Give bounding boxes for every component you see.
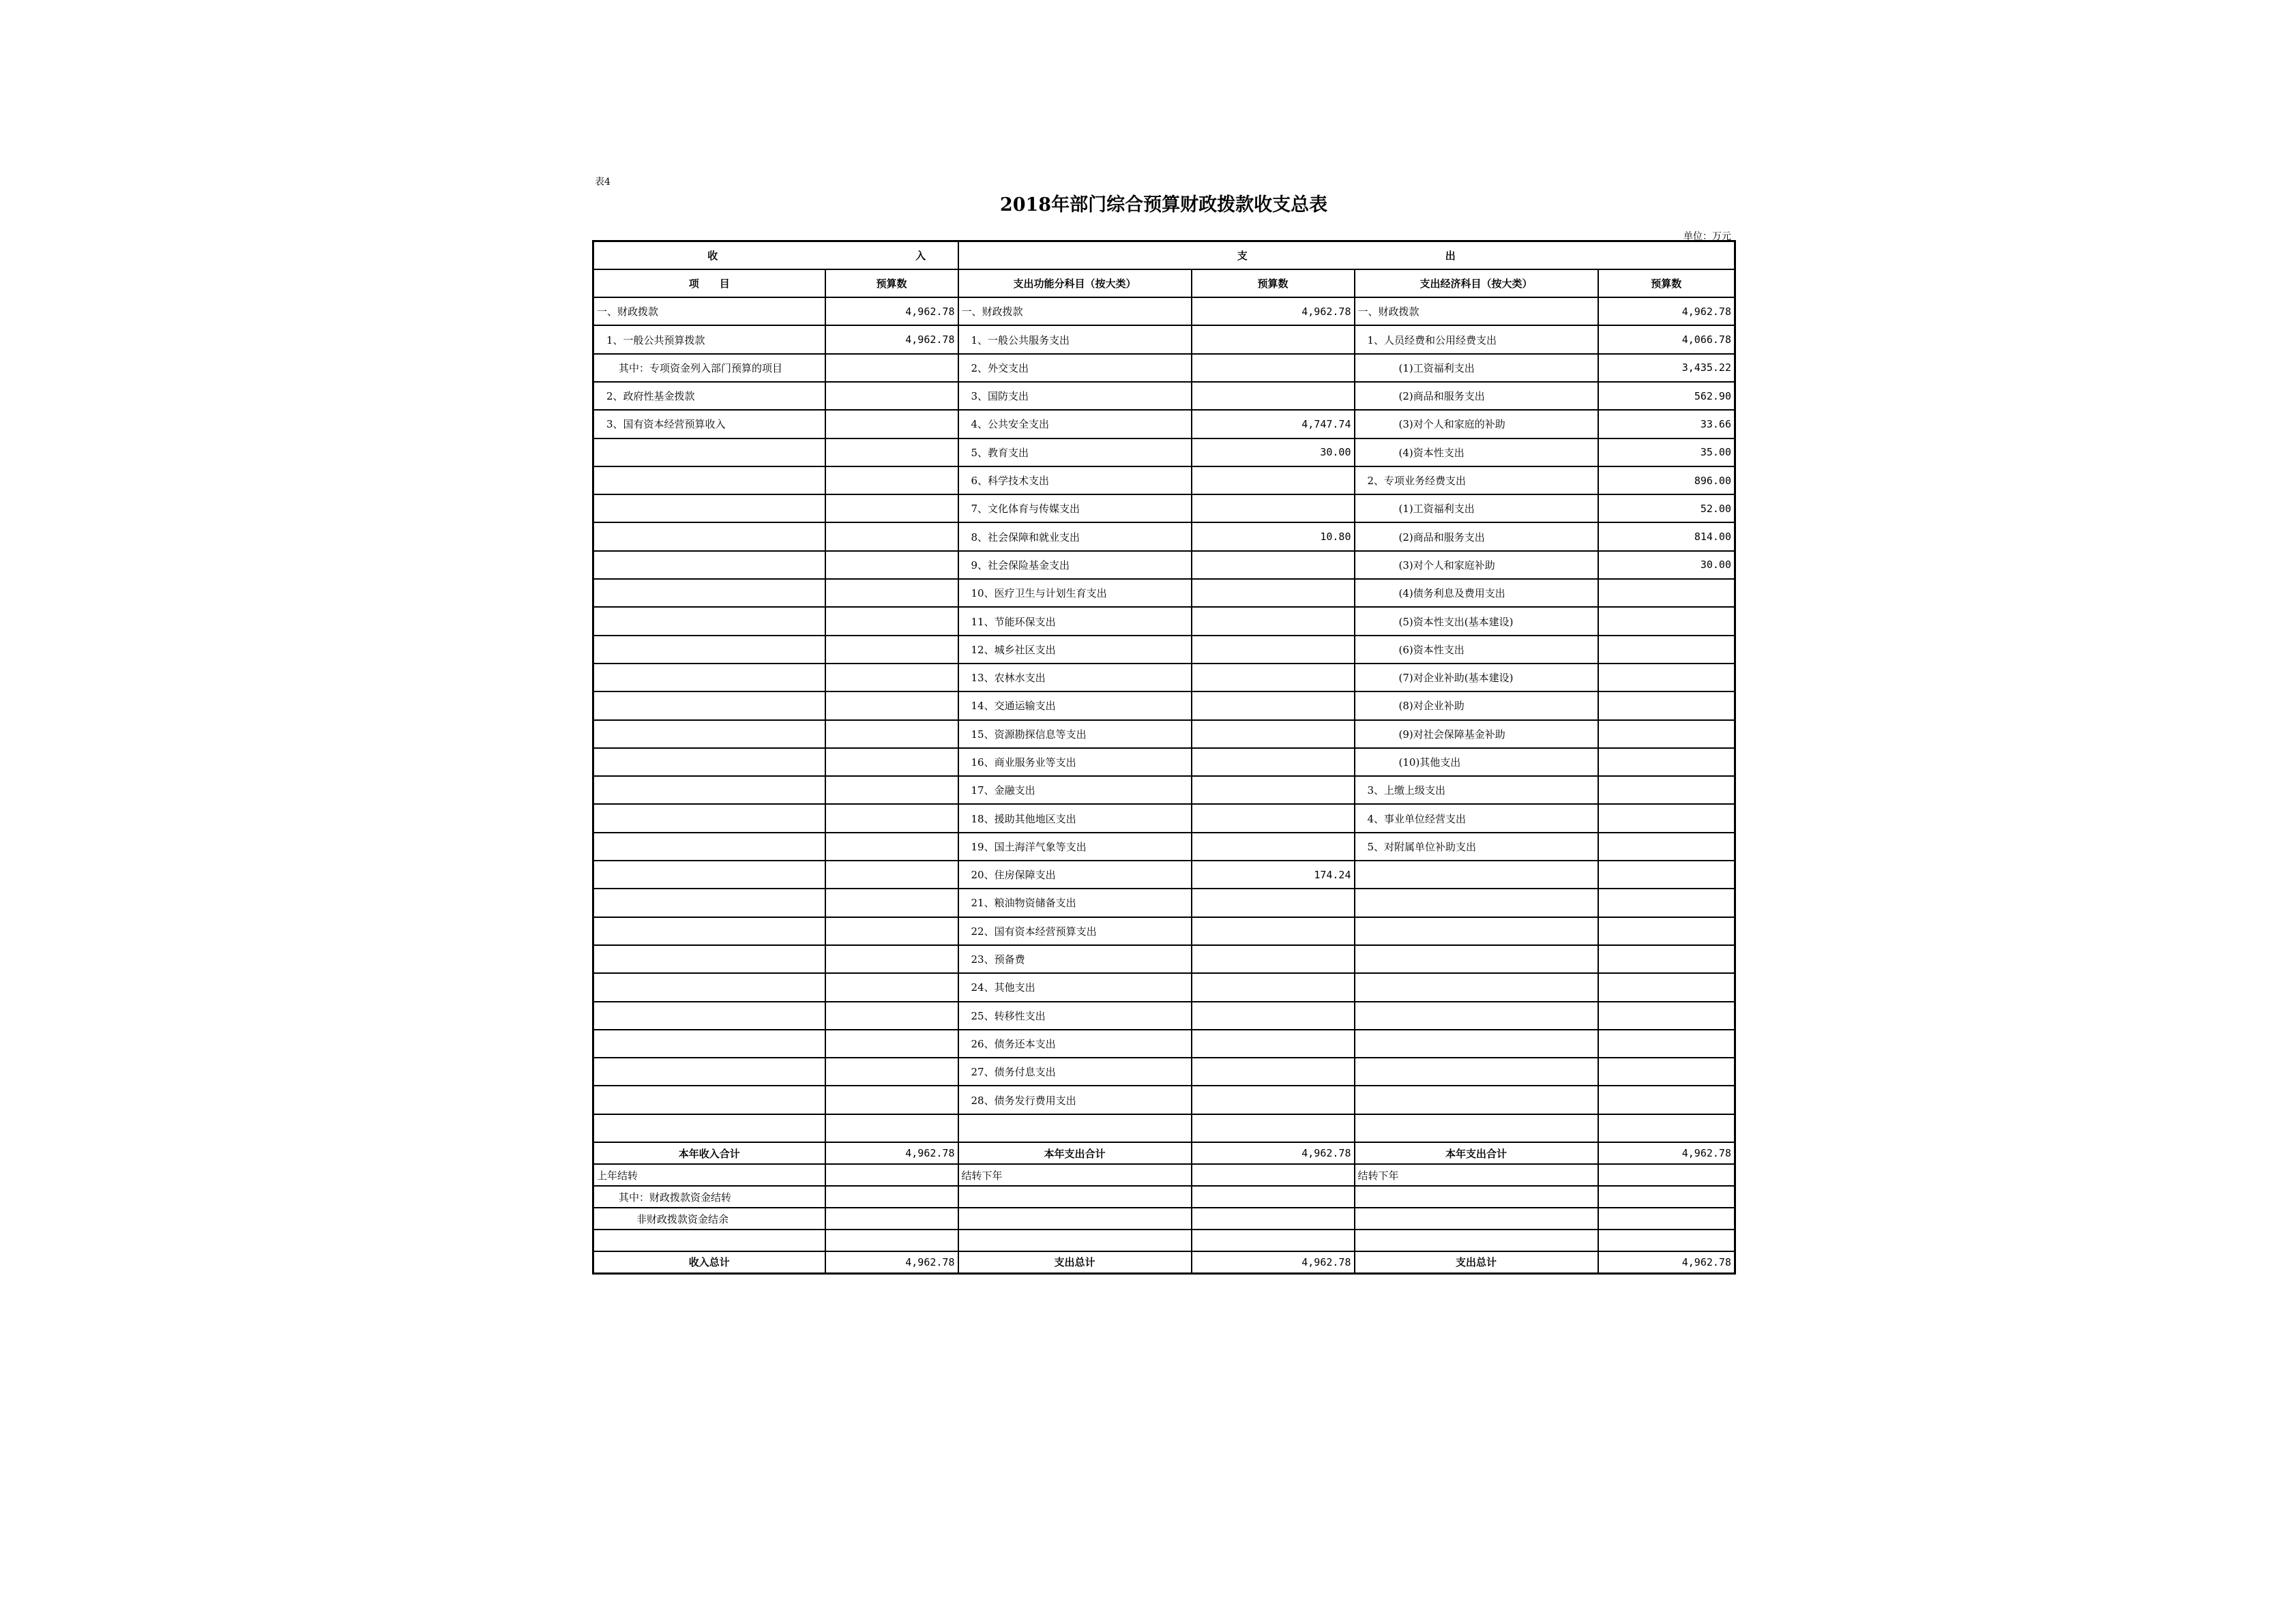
col-header-economic-amount: 预算数 [1598, 269, 1735, 297]
income-amount [825, 1030, 958, 1058]
function-amount [1192, 664, 1355, 691]
carry-row [593, 1164, 1735, 1186]
function-item: 16、商业服务业等支出 [958, 748, 1192, 776]
economic-amount [1598, 1058, 1735, 1086]
economic-item: (1)工资福利支出 [1355, 494, 1598, 522]
economic-item [1355, 1186, 1598, 1208]
economic-amount [1598, 1030, 1735, 1058]
carry-row [593, 1230, 1735, 1251]
function-item: 28、债务发行费用支出 [958, 1086, 1192, 1114]
function-item: 7、文化体育与传媒支出 [958, 494, 1192, 522]
economic-amount [1598, 917, 1735, 945]
economic-amount [1598, 1186, 1735, 1208]
function-item: 21、粮油物资储备支出 [958, 889, 1192, 917]
economic-amount [1598, 1002, 1735, 1030]
income-amount [825, 889, 958, 917]
income-item: 其中：财政拨款资金结转 [593, 1186, 825, 1208]
table-row [593, 325, 1735, 353]
economic-amount [1598, 1114, 1735, 1142]
economic-item: 1、人员经费和公用经费支出 [1355, 325, 1598, 353]
economic-item: (8)对企业补助 [1355, 691, 1598, 719]
economic-item: (10)其他支出 [1355, 748, 1598, 776]
income-amount [825, 973, 958, 1001]
grand-total-income-item: 收入总计 [593, 1251, 825, 1273]
economic-amount [1598, 945, 1735, 973]
economic-item: (6)资本性支出 [1355, 636, 1598, 664]
function-item: 27、债务付息支出 [958, 1058, 1192, 1086]
table-row [593, 945, 1735, 973]
income-group-label-a: 收 [707, 249, 718, 262]
income-item [593, 889, 825, 917]
income-item [593, 636, 825, 664]
function-amount [1192, 1030, 1355, 1058]
function-item: 5、教育支出 [958, 438, 1192, 466]
income-item: 其中：专项资金列入部门预算的项目 [593, 354, 825, 382]
income-item: 3、国有资本经营预算收入 [593, 410, 825, 438]
year-total-economic-amount: 4,962.78 [1598, 1142, 1735, 1164]
function-amount: 10.80 [1192, 522, 1355, 550]
economic-amount [1598, 691, 1735, 719]
carry-row [593, 1186, 1735, 1208]
income-amount [825, 1114, 958, 1142]
income-item [593, 973, 825, 1001]
function-amount [1192, 1186, 1355, 1208]
economic-amount: 814.00 [1598, 522, 1735, 550]
economic-amount [1598, 720, 1735, 748]
income-amount [825, 1208, 958, 1230]
function-amount: 30.00 [1192, 438, 1355, 466]
column-header-row [593, 269, 1735, 297]
table-row [593, 636, 1735, 664]
economic-amount: 896.00 [1598, 466, 1735, 494]
income-amount [825, 1002, 958, 1030]
grand-total-function-amount: 4,962.78 [1192, 1251, 1355, 1273]
function-amount [1192, 579, 1355, 607]
economic-amount [1598, 1164, 1735, 1186]
page-title: 2018年部门综合预算财政拨款收支总表 [999, 194, 1328, 215]
table-row [593, 776, 1735, 804]
table-row [593, 1058, 1735, 1086]
economic-item: (7)对企业补助(基本建设) [1355, 664, 1598, 691]
function-item: 25、转移性支出 [958, 1002, 1192, 1030]
grand-total-row [593, 1251, 1735, 1273]
economic-amount: 3,435.22 [1598, 354, 1735, 382]
economic-item: 4、事业单位经营支出 [1355, 804, 1598, 832]
income-amount [825, 382, 958, 410]
function-amount [1192, 1230, 1355, 1251]
economic-amount [1598, 889, 1735, 917]
function-item: 26、债务还本支出 [958, 1030, 1192, 1058]
economic-item: (3)对个人和家庭补助 [1355, 551, 1598, 579]
income-item: 上年结转 [593, 1164, 825, 1186]
function-amount: 4,962.78 [1192, 297, 1355, 325]
income-amount [825, 833, 958, 861]
budget-table [592, 240, 1736, 1275]
economic-item [1355, 917, 1598, 945]
economic-amount [1598, 804, 1735, 832]
function-item: 4、公共安全支出 [958, 410, 1192, 438]
economic-item [1355, 945, 1598, 973]
economic-amount [1598, 1230, 1735, 1251]
income-item [593, 1058, 825, 1086]
economic-item: (2)商品和服务支出 [1355, 522, 1598, 550]
col-header-function-amount: 预算数 [1192, 269, 1355, 297]
income-item [593, 664, 825, 691]
function-amount [1192, 720, 1355, 748]
table-row [593, 861, 1735, 889]
function-amount [1192, 917, 1355, 945]
income-amount [825, 522, 958, 550]
income-group-label-b: 入 [915, 249, 926, 262]
function-amount [1192, 1086, 1355, 1114]
function-item: 24、其他支出 [958, 973, 1192, 1001]
table-row [593, 748, 1735, 776]
economic-item: 一、财政拨款 [1355, 297, 1598, 325]
income-item [593, 861, 825, 889]
function-amount [1192, 1208, 1355, 1230]
income-item [593, 579, 825, 607]
year-total-economic-item: 本年支出合计 [1355, 1142, 1598, 1164]
table-row [593, 1086, 1735, 1114]
economic-amount: 33.66 [1598, 410, 1735, 438]
table-row [593, 522, 1735, 550]
function-item: 9、社会保险基金支出 [958, 551, 1192, 579]
expense-group-label-a: 支 [1237, 249, 1248, 262]
function-item: 22、国有资本经营预算支出 [958, 917, 1192, 945]
table-row [593, 551, 1735, 579]
economic-item [1355, 1114, 1598, 1142]
economic-amount [1598, 748, 1735, 776]
carry-row [593, 1208, 1735, 1230]
table-row [593, 354, 1735, 382]
income-amount [825, 804, 958, 832]
function-item: 15、资源勘探信息等支出 [958, 720, 1192, 748]
function-item: 10、医疗卫生与计划生育支出 [958, 579, 1192, 607]
function-amount [1192, 466, 1355, 494]
function-item: 13、农林水支出 [958, 664, 1192, 691]
income-item [593, 1030, 825, 1058]
table-row [593, 1030, 1735, 1058]
function-item: 一、财政拨款 [958, 297, 1192, 325]
income-item: 非财政拨款资金结余 [593, 1208, 825, 1230]
economic-amount [1598, 1086, 1735, 1114]
income-amount [825, 776, 958, 804]
function-item: 17、金融支出 [958, 776, 1192, 804]
grand-total-function-item: 支出总计 [958, 1251, 1192, 1273]
economic-item: (4)资本性支出 [1355, 438, 1598, 466]
economic-amount: 4,962.78 [1598, 297, 1735, 325]
function-item [958, 1114, 1192, 1142]
income-item [593, 438, 825, 466]
economic-amount [1598, 664, 1735, 691]
economic-amount [1598, 973, 1735, 1001]
function-item: 11、节能环保支出 [958, 607, 1192, 635]
economic-item [1355, 889, 1598, 917]
year-total-function-amount: 4,962.78 [1192, 1142, 1355, 1164]
income-item [593, 607, 825, 635]
income-item [593, 833, 825, 861]
function-amount [1192, 636, 1355, 664]
table-row [593, 382, 1735, 410]
year-total-income-amount: 4,962.78 [825, 1142, 958, 1164]
income-item [593, 691, 825, 719]
function-item: 14、交通运输支出 [958, 691, 1192, 719]
table-row [593, 1114, 1735, 1142]
function-item: 20、住房保障支出 [958, 861, 1192, 889]
income-amount [825, 861, 958, 889]
economic-item: (4)债务利息及费用支出 [1355, 579, 1598, 607]
function-item: 23、预备费 [958, 945, 1192, 973]
income-amount [825, 1086, 958, 1114]
economic-item: 2、专项业务经费支出 [1355, 466, 1598, 494]
function-amount [1192, 1002, 1355, 1030]
income-item [593, 1086, 825, 1114]
table-row [593, 833, 1735, 861]
income-amount [825, 1186, 958, 1208]
table-row [593, 691, 1735, 719]
table-row [593, 1002, 1735, 1030]
table-row [593, 720, 1735, 748]
income-amount [825, 945, 958, 973]
income-amount [825, 720, 958, 748]
table-row [593, 438, 1735, 466]
col-header-economic-item: 支出经济科目（按大类） [1355, 269, 1598, 297]
income-item [593, 720, 825, 748]
economic-item: (5)资本性支出(基本建设) [1355, 607, 1598, 635]
grand-total-economic-amount: 4,962.78 [1598, 1251, 1735, 1273]
economic-item: (3)对个人和家庭的补助 [1355, 410, 1598, 438]
function-amount [1192, 382, 1355, 410]
economic-item: 3、上缴上级支出 [1355, 776, 1598, 804]
function-amount [1192, 691, 1355, 719]
function-amount [1192, 607, 1355, 635]
economic-amount [1598, 833, 1735, 861]
grand-total-income-amount: 4,962.78 [825, 1251, 958, 1273]
economic-amount [1598, 607, 1735, 635]
income-amount [825, 354, 958, 382]
economic-item [1355, 861, 1598, 889]
income-item: 2、政府性基金拨款 [593, 382, 825, 410]
function-amount: 4,747.74 [1192, 410, 1355, 438]
income-item [593, 945, 825, 973]
table-row [593, 579, 1735, 607]
income-amount [825, 1164, 958, 1186]
table-row [593, 607, 1735, 635]
table-row [593, 466, 1735, 494]
function-item: 18、援助其他地区支出 [958, 804, 1192, 832]
table-row [593, 297, 1735, 325]
function-amount [1192, 1058, 1355, 1086]
income-amount [825, 917, 958, 945]
economic-item [1355, 1230, 1598, 1251]
table-row [593, 494, 1735, 522]
economic-amount: 52.00 [1598, 494, 1735, 522]
income-amount [825, 748, 958, 776]
income-amount [825, 494, 958, 522]
table-row [593, 889, 1735, 917]
income-item [593, 1002, 825, 1030]
income-amount [825, 466, 958, 494]
function-item [958, 1208, 1192, 1230]
function-item: 结转下年 [958, 1164, 1192, 1186]
economic-amount: 4,066.78 [1598, 325, 1735, 353]
budget-table-body [593, 241, 1735, 1274]
economic-item: (9)对社会保障基金补助 [1355, 720, 1598, 748]
function-amount [1192, 1114, 1355, 1142]
economic-item: 结转下年 [1355, 1164, 1598, 1186]
economic-item [1355, 1086, 1598, 1114]
year-total-income-item: 本年收入合计 [593, 1142, 825, 1164]
function-amount: 174.24 [1192, 861, 1355, 889]
function-amount [1192, 748, 1355, 776]
income-item [593, 1230, 825, 1251]
economic-item: (1)工资福利支出 [1355, 354, 1598, 382]
economic-amount [1598, 776, 1735, 804]
economic-item [1355, 973, 1598, 1001]
income-item: 一、财政拨款 [593, 297, 825, 325]
col-header-income-amount: 预算数 [825, 269, 958, 297]
col-header-income-item: 项 目 [593, 269, 825, 297]
expense-group-label-b: 出 [1445, 249, 1456, 262]
economic-item [1355, 1208, 1598, 1230]
economic-amount [1598, 861, 1735, 889]
income-group-header [593, 241, 958, 269]
function-amount [1192, 494, 1355, 522]
economic-item: 5、对附属单位补助支出 [1355, 833, 1598, 861]
income-item [593, 748, 825, 776]
income-item [593, 466, 825, 494]
function-amount [1192, 833, 1355, 861]
function-amount [1192, 973, 1355, 1001]
function-item: 6、科学技术支出 [958, 466, 1192, 494]
expense-group-header [958, 241, 1735, 269]
economic-amount: 30.00 [1598, 551, 1735, 579]
function-amount [1192, 889, 1355, 917]
function-item: 3、国防支出 [958, 382, 1192, 410]
table-row [593, 664, 1735, 691]
income-amount [825, 607, 958, 635]
income-amount [825, 1230, 958, 1251]
table-row [593, 804, 1735, 832]
income-item [593, 804, 825, 832]
income-amount [825, 579, 958, 607]
function-item: 2、外交支出 [958, 354, 1192, 382]
function-amount [1192, 325, 1355, 353]
function-item [958, 1186, 1192, 1208]
function-item: 8、社会保障和就业支出 [958, 522, 1192, 550]
income-amount [825, 636, 958, 664]
income-item [593, 494, 825, 522]
function-amount [1192, 1164, 1355, 1186]
function-amount [1192, 804, 1355, 832]
economic-amount [1598, 579, 1735, 607]
economic-item [1355, 1030, 1598, 1058]
function-item [958, 1230, 1192, 1251]
income-item [593, 522, 825, 550]
function-item: 12、城乡社区支出 [958, 636, 1192, 664]
income-amount: 4,962.78 [825, 325, 958, 353]
economic-amount [1598, 1208, 1735, 1230]
income-amount: 4,962.78 [825, 297, 958, 325]
function-amount [1192, 945, 1355, 973]
function-amount [1192, 354, 1355, 382]
income-amount [825, 551, 958, 579]
income-amount [825, 1058, 958, 1086]
group-header-row [593, 241, 1735, 269]
economic-item [1355, 1002, 1598, 1030]
function-item: 1、一般公共服务支出 [958, 325, 1192, 353]
grand-total-economic-item: 支出总计 [1355, 1251, 1598, 1273]
economic-amount: 35.00 [1598, 438, 1735, 466]
economic-amount: 562.90 [1598, 382, 1735, 410]
income-item [593, 1114, 825, 1142]
col-header-function-item: 支出功能分科目（按大类） [958, 269, 1192, 297]
income-amount [825, 691, 958, 719]
function-amount [1192, 551, 1355, 579]
income-amount [825, 664, 958, 691]
table-row [593, 973, 1735, 1001]
income-item [593, 551, 825, 579]
table-row [593, 917, 1735, 945]
function-item: 19、国土海洋气象等支出 [958, 833, 1192, 861]
income-item: 1、一般公共预算拨款 [593, 325, 825, 353]
economic-item [1355, 1058, 1598, 1086]
economic-item: (2)商品和服务支出 [1355, 382, 1598, 410]
function-amount [1192, 776, 1355, 804]
income-item [593, 776, 825, 804]
table-row [593, 410, 1735, 438]
income-amount [825, 410, 958, 438]
year-total-row [593, 1142, 1735, 1164]
economic-amount [1598, 636, 1735, 664]
sheet-number: 表4 [595, 177, 610, 188]
unit-label: 单位：万元 [1683, 231, 1731, 242]
income-item [593, 917, 825, 945]
income-amount [825, 438, 958, 466]
year-total-function-item: 本年支出合计 [958, 1142, 1192, 1164]
